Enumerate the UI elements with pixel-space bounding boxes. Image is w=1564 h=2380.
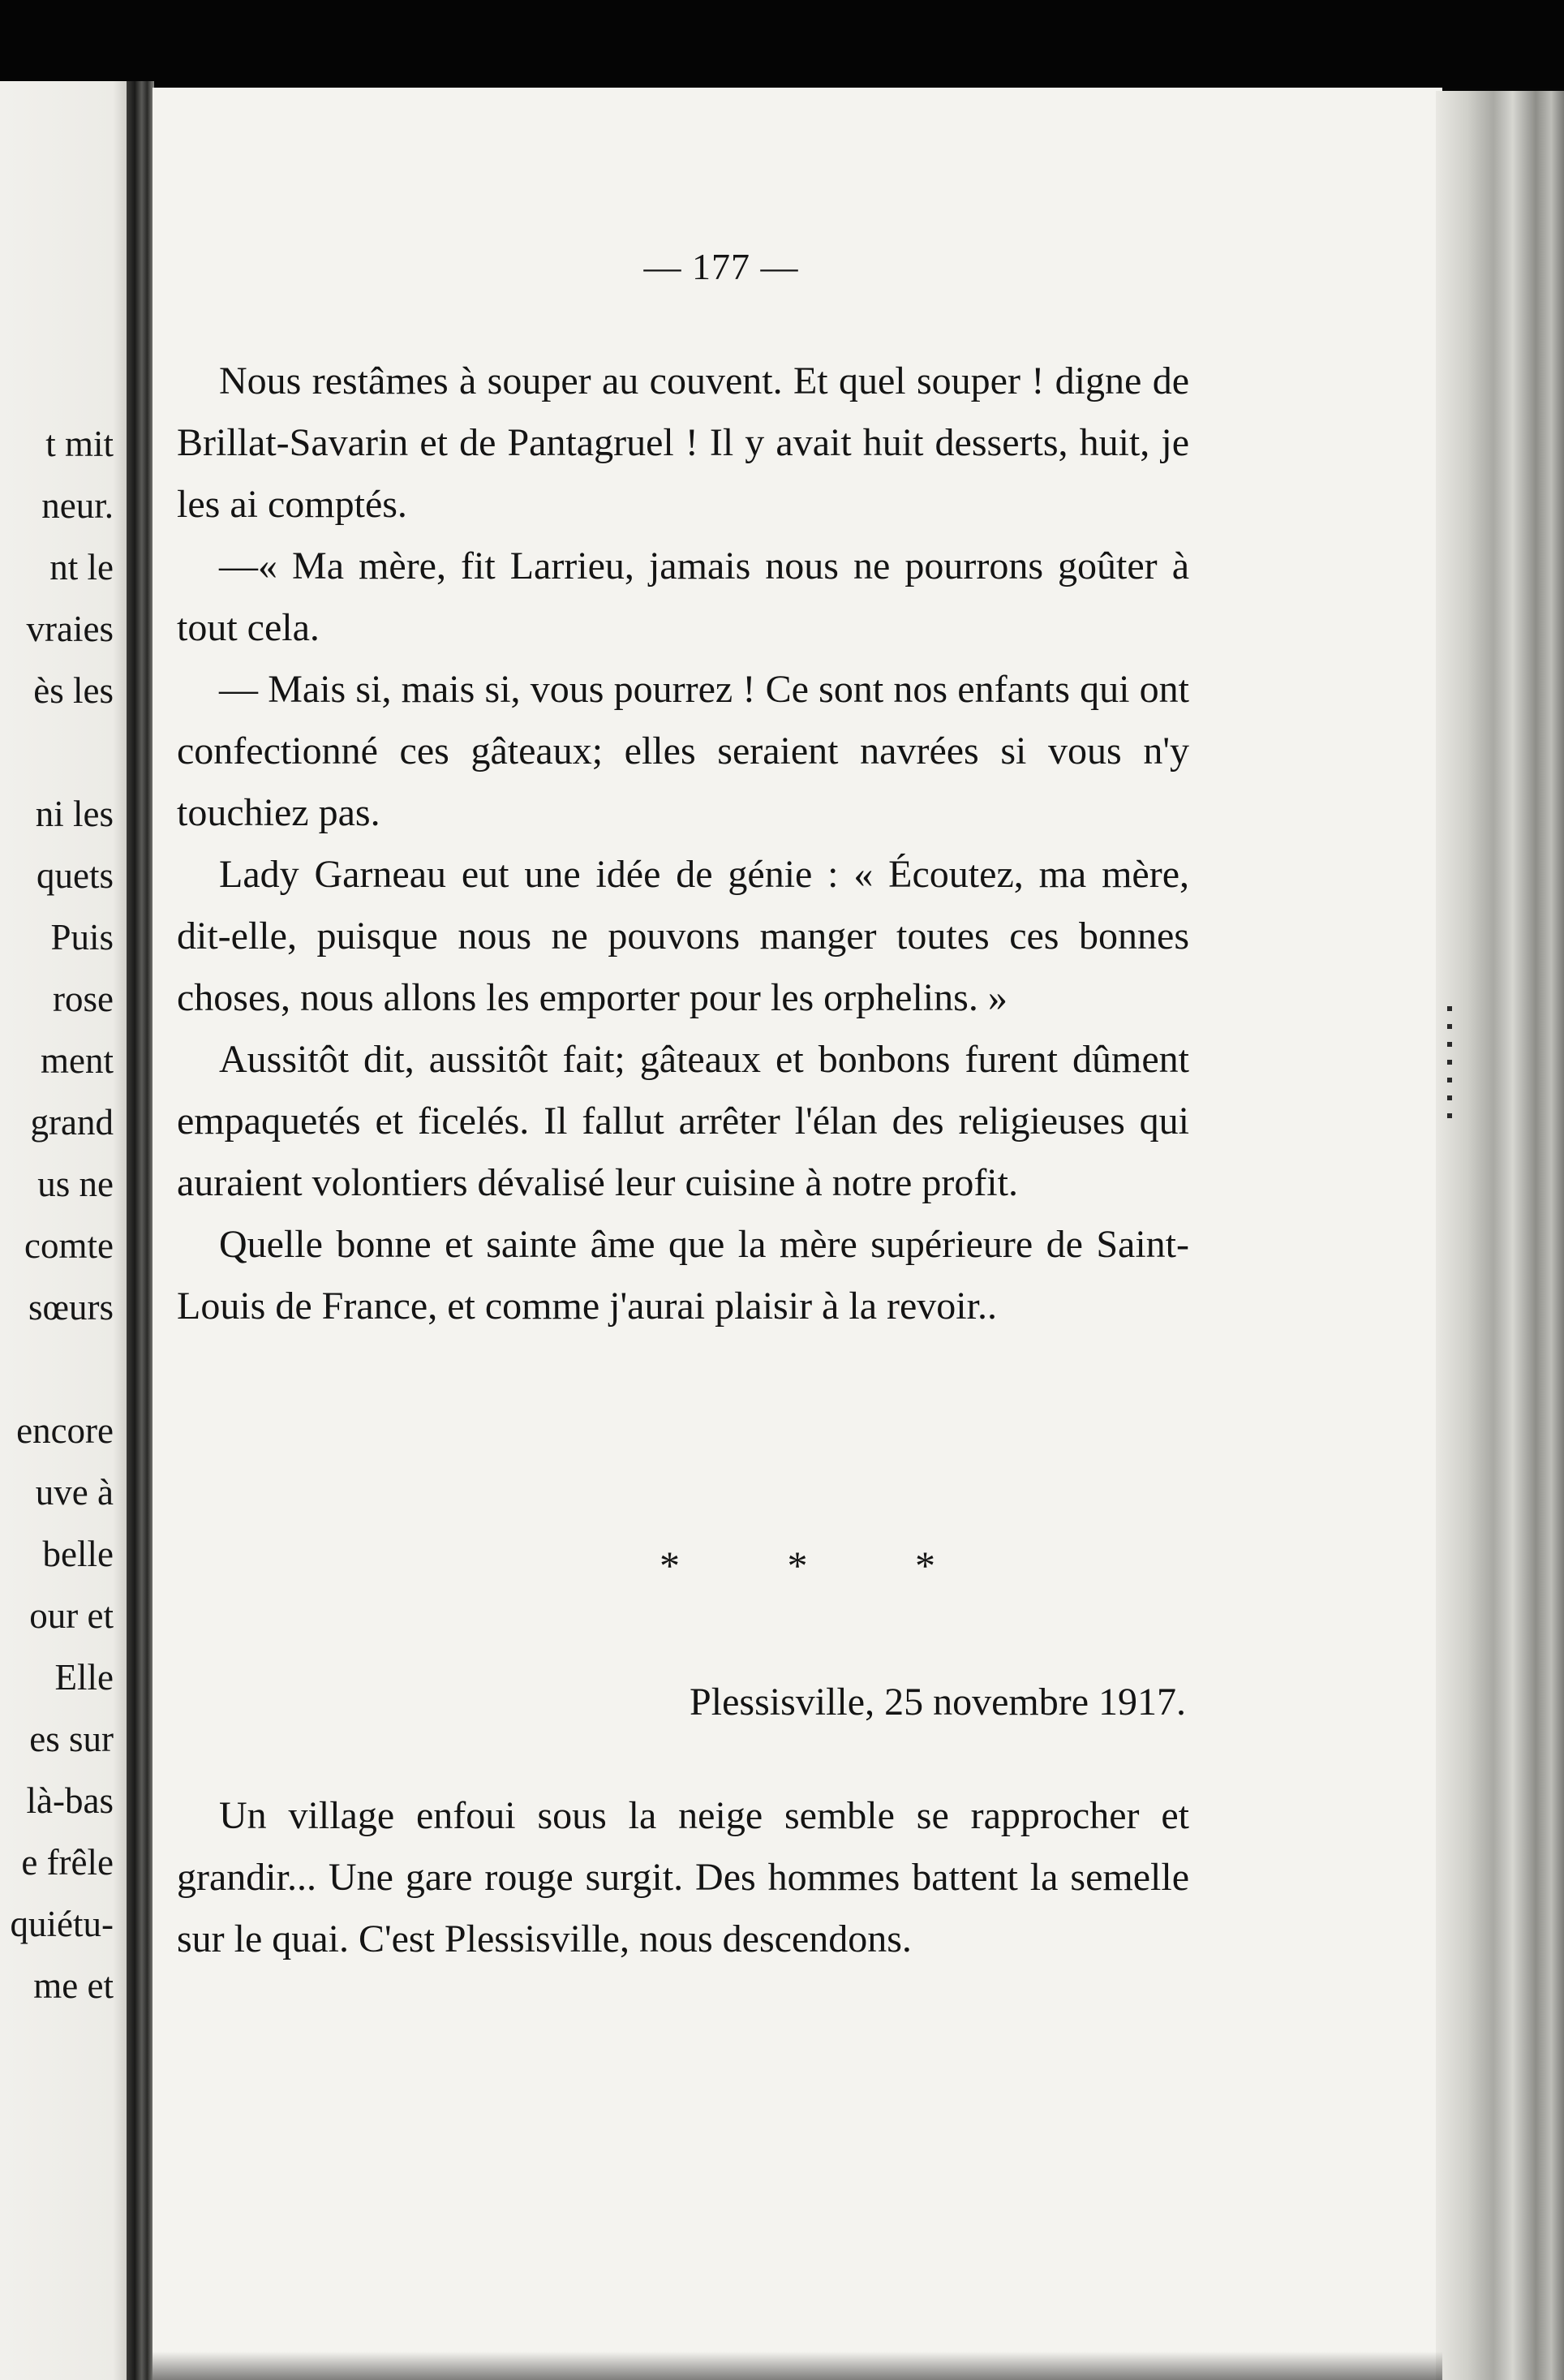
left-page-line: grand	[30, 1102, 114, 1143]
left-page-line: rose	[53, 979, 114, 1019]
left-page-line: me et	[33, 1965, 114, 2006]
edge-marks	[1447, 1006, 1452, 1128]
left-page-line: sœurs	[28, 1287, 114, 1328]
left-page-line: Puis	[50, 917, 114, 958]
left-page-line: us ne	[37, 1164, 114, 1204]
left-page-line: encore	[16, 1410, 114, 1451]
scan-top-border	[0, 0, 1564, 88]
left-page-line: là-bas	[26, 1780, 114, 1821]
paragraph: Nous restâmes à souper au couvent. Et quel souper ! digne de Brillat-Savarin et de Pantagruel ! Il y avait huit desserts, huit, je les ai comptés.	[177, 359, 1189, 526]
body-text-section-2	[177, 1785, 1189, 1970]
left-page-line: nt le	[49, 547, 114, 587]
left-page-line: quiétu-	[10, 1904, 114, 1944]
left-page-line: quets	[37, 855, 114, 896]
page-edge-stack	[1436, 91, 1564, 2380]
page-number: — 177 —	[643, 246, 799, 287]
body-text-section-1	[177, 351, 1189, 1337]
bottom-shadow	[153, 2352, 1442, 2380]
left-page-line: ni les	[35, 794, 114, 834]
paragraph: Aussitôt dit, aussitôt fait; gâteaux et bonbons furent dûment empaquetés et ficelés. Il fallut arrêter l'élan des religieuses qui auraient volontiers dévalisé leur cuisine à notre profit.	[177, 1038, 1189, 1204]
section-separator: * * *	[660, 1543, 984, 1588]
book-gutter	[127, 81, 154, 2380]
previous-page-fragment	[0, 81, 128, 2380]
paragraph: Quelle bonne et sainte âme que la mère supérieure de Saint-Louis de France, et comme j'aurai plaisir à la revoir..	[177, 1223, 1189, 1328]
left-page-line: ment	[41, 1040, 114, 1081]
paragraph: Lady Garneau eut une idée de génie : « Écoutez, ma mère, dit-elle, puisque nous ne pouvons manger toutes ces bonnes choses, nous allons les emporter pour les orphelins. »	[177, 853, 1189, 1019]
paragraph: —« Ma mère, fit Larrieu, jamais nous ne pourrons goûter à tout cela.	[177, 544, 1189, 649]
left-page-line: neur.	[41, 485, 114, 526]
left-page-line: our et	[29, 1595, 114, 1636]
left-page-line: Elle	[54, 1657, 114, 1698]
left-page-line: vraies	[26, 609, 114, 649]
left-page-line: es sur	[29, 1719, 114, 1759]
left-page-line: belle	[42, 1534, 114, 1574]
left-page-line: ès les	[33, 670, 114, 711]
dateline: Plessisville, 25 novembre 1917.	[690, 1681, 1186, 1724]
left-page-line: t mit	[45, 424, 114, 464]
left-page-line: uve à	[35, 1472, 114, 1513]
left-page-line: e frêle	[21, 1842, 114, 1883]
left-page-line: comte	[24, 1225, 114, 1266]
paragraph: — Mais si, mais si, vous pourrez ! Ce sont nos enfants qui ont confectionné ces gâteaux; elles seraient navrées si vous n'y touchiez pas.	[177, 668, 1189, 834]
paragraph: Un village enfoui sous la neige semble se rapprocher et grandir... Une gare rouge surgit. Des hommes battent la semelle sur le quai. C'est Plessisville, nous descendons.	[177, 1794, 1189, 1960]
